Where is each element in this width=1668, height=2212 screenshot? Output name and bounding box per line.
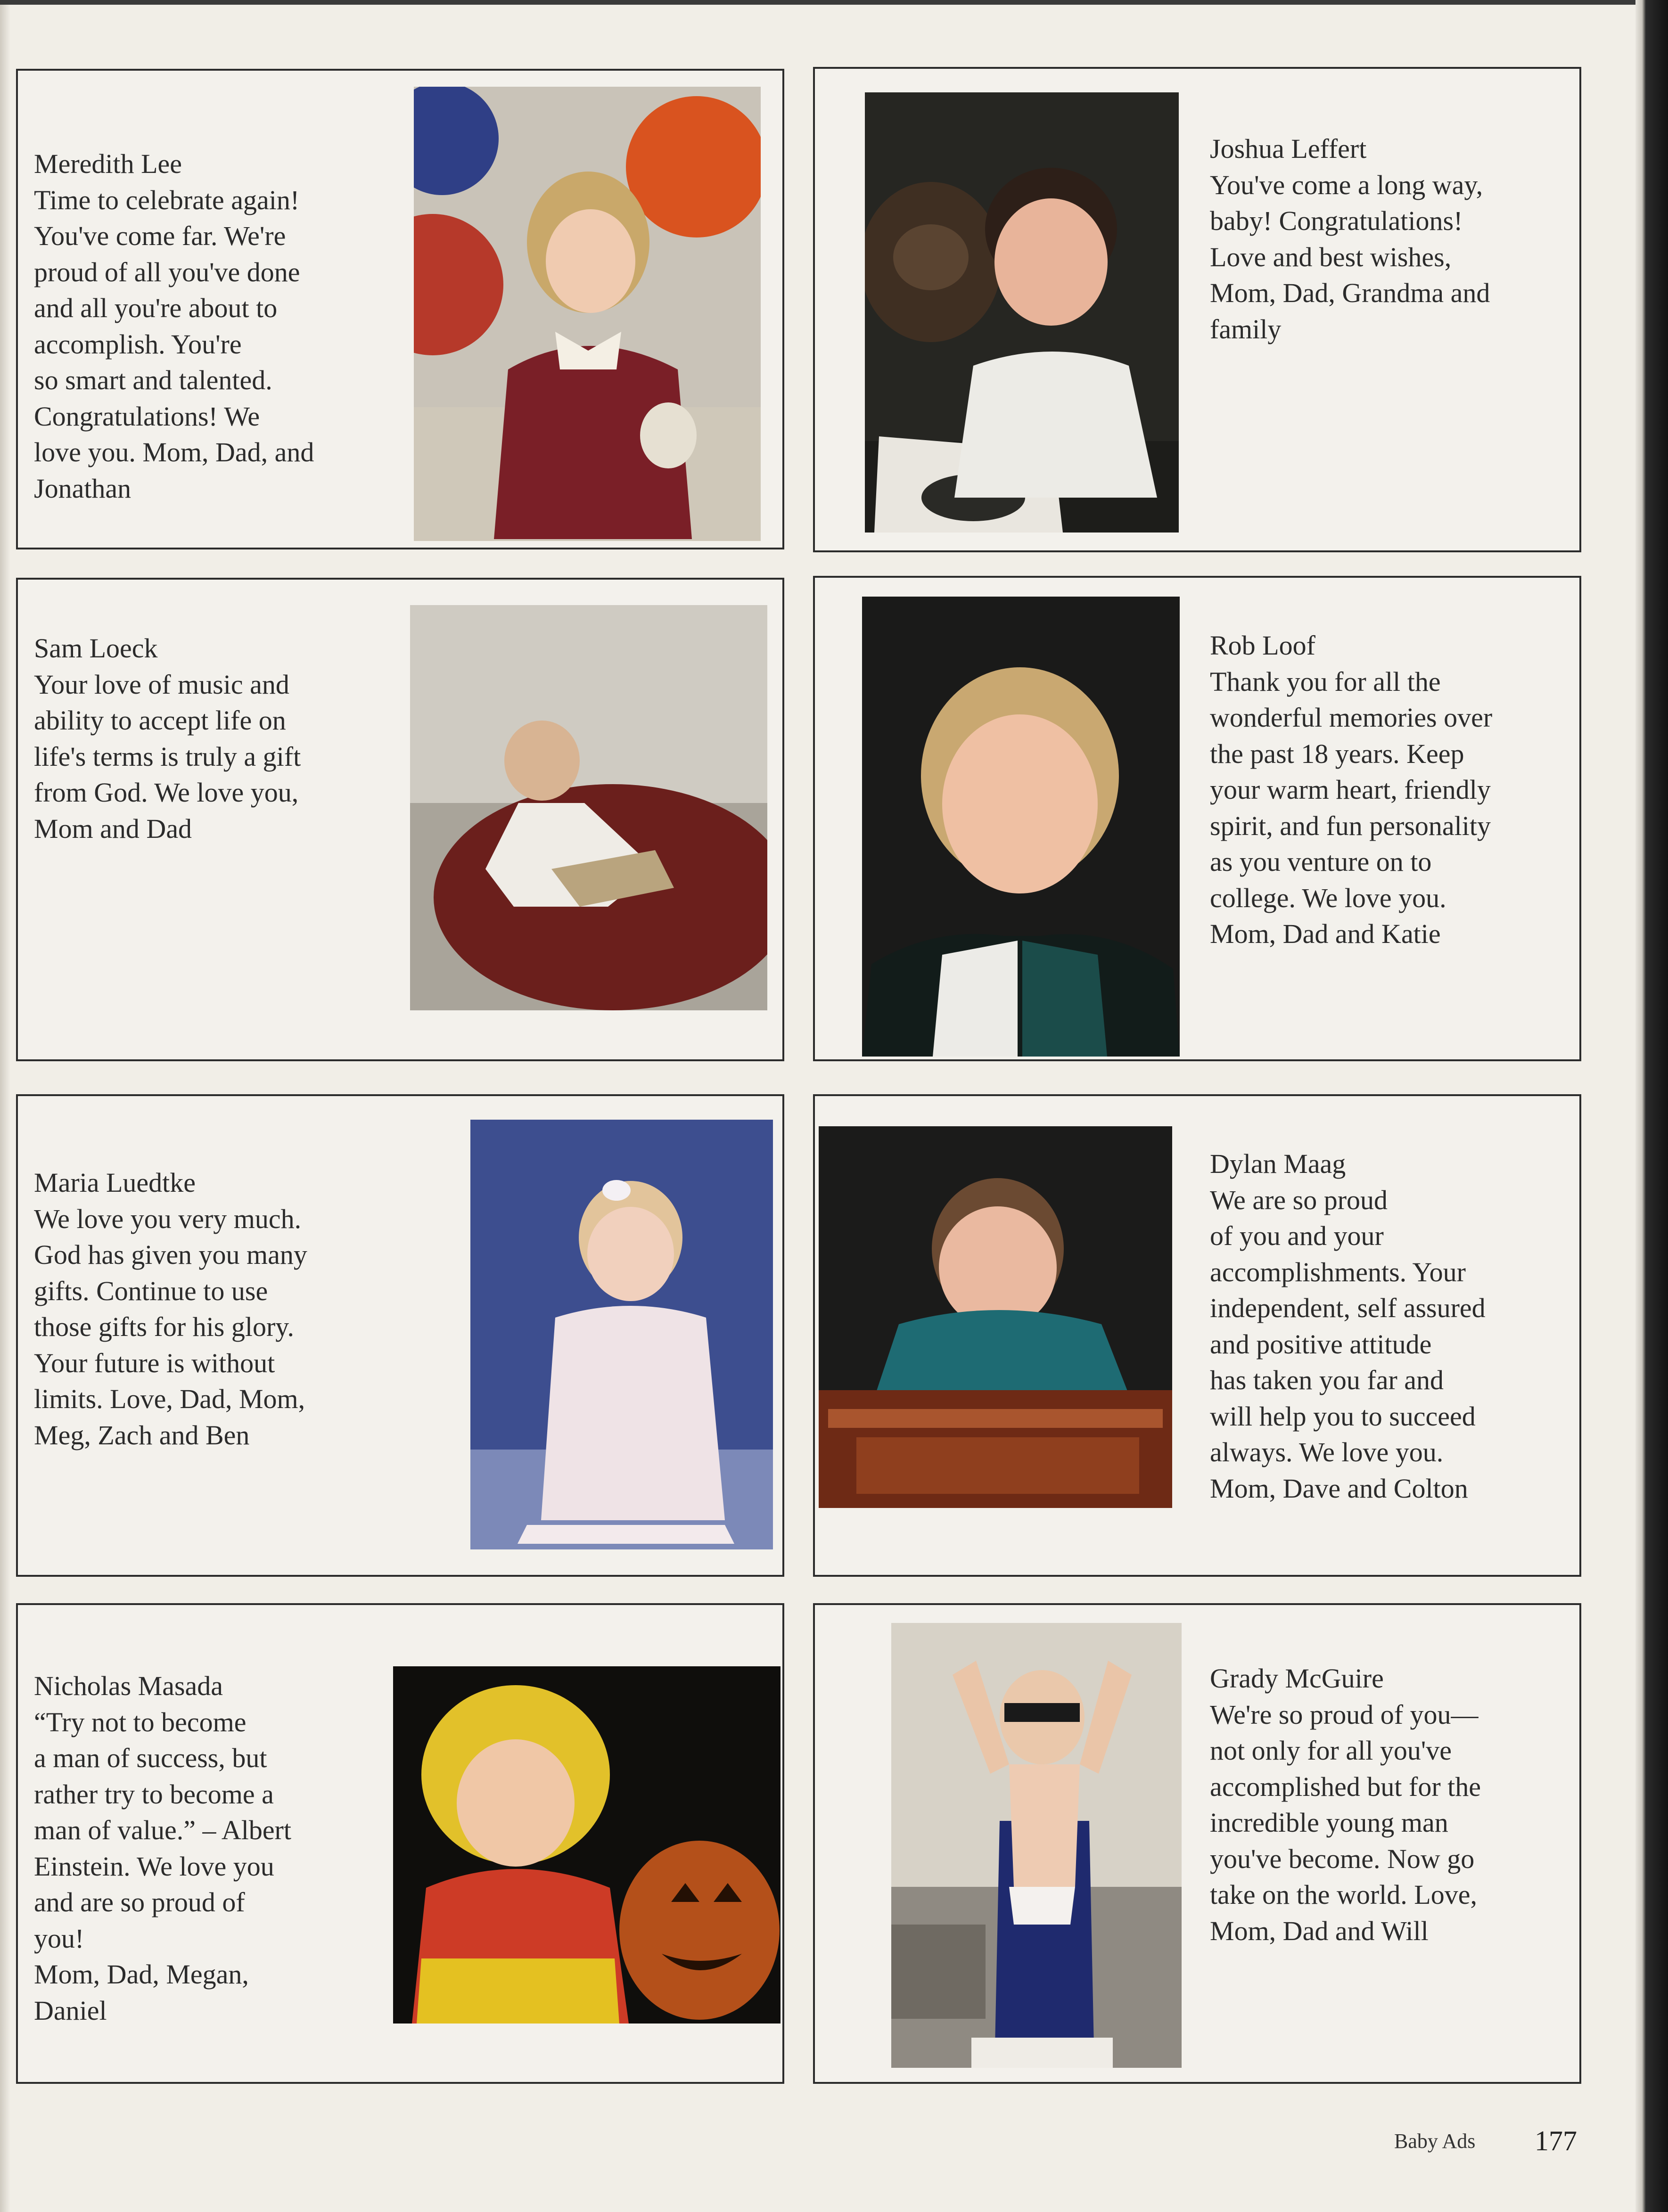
ad-message-line: your warm heart, friendly	[1210, 774, 1491, 805]
ad-message-line: college. We love you.	[1210, 882, 1446, 913]
page-edge-shadow	[1635, 0, 1668, 2212]
ad-message-line: has taken you far and	[1210, 1365, 1444, 1395]
baby-photo	[393, 1666, 781, 2024]
ad-message-line: Your love of music and	[34, 669, 289, 700]
ad-message-line: accomplished but for the	[1210, 1771, 1481, 1802]
ad-message-line: Your future is without	[34, 1347, 275, 1378]
ad-text	[34, 1165, 307, 1453]
ad-name: Meredith Lee	[34, 148, 182, 179]
ad-text	[1210, 131, 1490, 347]
baby-photo	[819, 1126, 1172, 1508]
ad-message-line: family	[1210, 313, 1282, 344]
ad-message-line: You've come far. We're	[34, 221, 286, 251]
ad-message-line: We're so proud of you—	[1210, 1699, 1479, 1730]
ad-text	[1210, 1661, 1481, 1949]
ad-message-line: and positive attitude	[1210, 1328, 1432, 1360]
ad-message-line: Congratulations! We	[34, 401, 260, 432]
ad-message-line: you've become. Now go	[1210, 1843, 1475, 1874]
ad-message-line: Einstein. We love you	[34, 1851, 274, 1882]
ad-message-line: accomplish. You're	[34, 328, 242, 360]
ad-message-line: man of value.” – Albert	[34, 1815, 291, 1845]
section-title: Baby Ads	[1394, 2130, 1476, 2153]
page-binding-shadow	[0, 0, 10, 2212]
ad-name: Grady McGuire	[1210, 1663, 1384, 1694]
ad-message-line: Meg, Zach and Ben	[34, 1419, 250, 1450]
ad-message-line: You've come a long way,	[1210, 169, 1483, 200]
baby-photo	[470, 1120, 773, 1549]
ad-message-line: Daniel	[34, 1995, 107, 2026]
baby-ad-grady-mcguire	[813, 1603, 1581, 2084]
ad-message-line: and are so proud of	[34, 1887, 245, 1917]
ad-name: Rob Loof	[1210, 630, 1315, 661]
ad-name: Sam Loeck	[34, 633, 158, 664]
baby-ad-meredith-lee	[16, 69, 784, 549]
ad-text	[34, 631, 301, 847]
baby-photo	[862, 597, 1180, 1057]
ad-message-line: Mom and Dad	[34, 813, 192, 844]
ad-message-line: love you. Mom, Dad, and	[34, 437, 314, 467]
ad-message-line: accomplishments. Your	[1210, 1256, 1466, 1287]
ad-message-line: not only for all you've	[1210, 1735, 1452, 1766]
baby-ad-joshua-leffert	[813, 67, 1581, 552]
baby-ad-maria-luedtke	[16, 1094, 784, 1577]
ad-text	[1210, 1146, 1486, 1507]
baby-ad-nicholas-masada	[16, 1603, 784, 2084]
ad-text	[1210, 628, 1492, 952]
scan-top-edge	[0, 0, 1635, 5]
ad-name: Joshua Leffert	[1210, 133, 1367, 164]
ad-message-line: as you venture on to	[1210, 846, 1432, 877]
ad-message-line: from God. We love you,	[34, 777, 299, 808]
ad-message-line: Mom, Dad and Will	[1210, 1915, 1429, 1946]
ad-message-line: so smart and talented.	[34, 365, 272, 395]
ad-message-line: spirit, and fun personality	[1210, 810, 1491, 841]
ad-message-line: Love and best wishes,	[1210, 241, 1452, 272]
baby-ad-rob-loof	[813, 576, 1581, 1061]
ad-text	[34, 146, 314, 507]
ad-name: Maria Luedtke	[34, 1167, 196, 1198]
page-number: 177	[1535, 2125, 1577, 2156]
ad-text	[34, 1668, 291, 2029]
ad-message-line: We are so proud	[1210, 1184, 1388, 1215]
baby-ad-sam-loeck	[16, 578, 784, 1061]
ad-message-line: Time to celebrate again!	[34, 184, 300, 215]
ad-message-line: Mom, Dad, Megan,	[34, 1959, 249, 1990]
ad-message-line: God has given you many	[34, 1239, 307, 1270]
ad-message-line: Jonathan	[34, 473, 131, 504]
ad-message-line: “Try not to become	[34, 1706, 247, 1737]
ad-message-line: Mom, Dad and Katie	[1210, 918, 1441, 949]
baby-photo	[410, 605, 767, 1010]
baby-photo	[891, 1623, 1182, 2068]
ad-message-line: will help you to succeed	[1210, 1401, 1476, 1432]
baby-ad-dylan-maag	[813, 1094, 1581, 1577]
ad-message-line: Mom, Dad, Grandma and	[1210, 278, 1490, 308]
ad-message-line: the past 18 years. Keep	[1210, 738, 1464, 769]
ad-message-line: wonderful memories over	[1210, 702, 1493, 733]
ad-message-line: gifts. Continue to use	[34, 1275, 268, 1306]
baby-photo	[865, 92, 1179, 533]
ad-message-line: life's terms is truly a gift	[34, 741, 301, 772]
ad-message-line: proud of all you've done	[34, 256, 300, 287]
ad-message-line: of you and your	[1210, 1221, 1384, 1251]
ad-name: Dylan Maag	[1210, 1148, 1346, 1179]
ad-message-line: Mom, Dave and Colton	[1210, 1473, 1468, 1504]
ad-message-line: independent, self assured	[1210, 1293, 1486, 1323]
ad-message-line: you!	[34, 1923, 84, 1954]
ad-message-line: We love you very much.	[34, 1203, 302, 1234]
ad-message-line: limits. Love, Dad, Mom,	[34, 1384, 305, 1414]
ad-message-line: Thank you for all the	[1210, 666, 1441, 697]
ad-name: Nicholas Masada	[34, 1671, 223, 1701]
baby-photo	[414, 87, 761, 541]
ad-message-line: always. We love you.	[1210, 1437, 1444, 1467]
ad-message-line: a man of success, but	[34, 1743, 267, 1773]
ad-message-line: and all you're about to	[34, 293, 278, 323]
ad-message-line: baby! Congratulations!	[1210, 205, 1463, 236]
ad-message-line: rather try to become a	[34, 1778, 274, 1810]
ad-message-line: take on the world. Love,	[1210, 1879, 1477, 1910]
ad-message-line: those gifts for his glory.	[34, 1311, 295, 1342]
ad-message-line: ability to accept life on	[34, 705, 286, 736]
ad-message-line: incredible young man	[1210, 1807, 1448, 1838]
